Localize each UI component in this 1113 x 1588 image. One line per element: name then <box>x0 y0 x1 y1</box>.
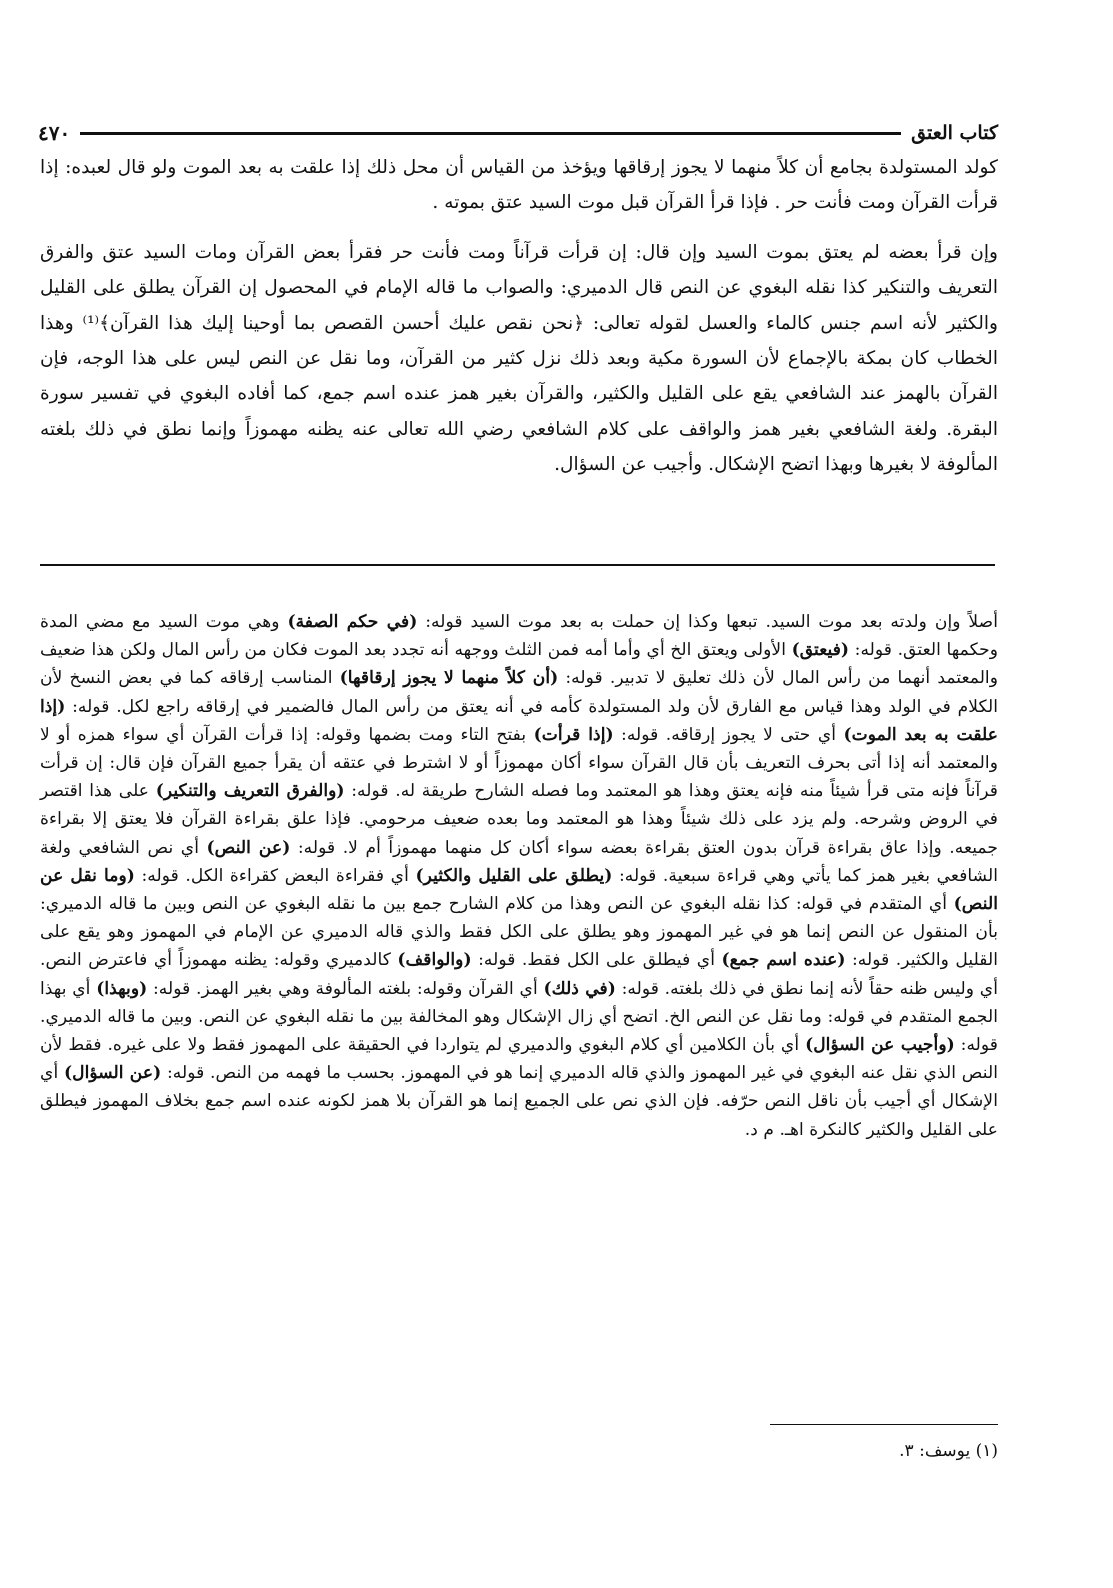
commentary-run: أي نص الشافعي ولغة الشافعي بغير همز كما يأتي وهي قراءة سبعية. قوله: <box>40 837 998 886</box>
commentary-lemma: (وبهذا) <box>96 978 148 999</box>
commentary-run: أي بأن الكلامين أي كلام البغوي والدميري لم يتواردا في الحقيقة على المهموز فقط ولا على غيره. فقط لأن النص الذي نقل عنه البغوي في غير المهموز والذي قاله الدميري إنما هو في المهموز. بحسب ما فهمه من النص. قوله: <box>40 1035 998 1084</box>
commentary-lemma: (يطلق على القليل والكثير) <box>415 865 613 886</box>
commentary-run: أي المتقدم في قوله: كذا نقله البغوي عن النص وهذا من كلام الشارح جمع بين ما نقله البغوي عن النص وبين ما قاله الدميري: بأن المنقول عن النص إنما هو في غير المهموز وهو يطلق على الكل فقط والذي قاله الدميري عن الإمام في المهموز وهو يقع على القليل والكثير. قوله: <box>40 894 999 971</box>
page-number: ٤٧٠ <box>38 121 71 145</box>
commentary-run: أي بهذا الجمع المتقدم في قوله: وما نقل عن النص الخ. اتضح أي زال الإشكال وهو المخالفة بين ما نقله البغوي عن النص. وبين ما قاله الدميري. قوله: <box>40 978 999 1056</box>
commentary-lemma: (إذا علقت به بعد الموت) <box>40 696 999 745</box>
commentary-lemma: (والفرق التعريف والتنكير) <box>155 781 345 802</box>
commentary-run: أي فقراءة البعض كقراءة الكل. قوله: <box>134 865 416 886</box>
commentary-run: وهي موت السيد مع مضي المدة وحكمها العتق. قوله: <box>40 612 998 661</box>
commentary-run: أي فيطلق على الكل فقط. قوله: <box>471 950 722 971</box>
commentary-run: المناسب إرقاقه كما في بعض النسخ لأن الكلام في الولد وهذا قياس مع الفارق لأن ولد المستولدة كأمه في أنه يعتق من رأس المال فالضمير في إرقاقه راجع لكل. قوله: <box>40 668 998 717</box>
commentary-lemma: (في حكم الصفة) <box>287 612 418 632</box>
page-header <box>38 118 998 148</box>
main-text <box>40 150 998 483</box>
book-title: كتاب العتق <box>911 122 998 144</box>
commentary-paragraph <box>40 608 998 1144</box>
commentary-run: أصلاً وإن ولدته بعد موت السيد. تبعها وكذا إن حملت به بعد موت السيد قوله: <box>417 612 998 632</box>
commentary-lemma: (والواقف) <box>397 950 472 971</box>
commentary-lemma: (عن السؤال) <box>63 1063 162 1084</box>
commentary-lemma: (عن النص) <box>206 837 291 858</box>
footnote-rule <box>770 1424 998 1425</box>
footnote <box>600 1438 998 1464</box>
commentary-text <box>40 608 998 1144</box>
commentary-run: بفتح التاء ومت بضمها وقوله: إذا قرأت القرآن أي سواء همزه أو لا والمعتمد أنه إذا أتى بحرف التعريف بأن قال القرآن سواء أكان مهموزاً أو لا اشترط في عتقه أن يقرأ جميع القرآن فإن قال: إن قرأت قرآناً فإنه متى قرأ شيئاً منه فإنه يعتق وهذا هو المعتمد وما فصله الشارح طريقة له. قوله: <box>40 724 999 802</box>
commentary-run: على هذا اقتصر في الروض وشرحه. ولم يزد على ذلك شيئاً وهذا هو المعتمد وما بعده ضعيف مرحومي. فإذا علق بقراءة القرآن فلا يعتق إلا بقراءة جميعه. وإذا عاق بقراءة قرآن بدون العتق بقراءة بعضه سواء أكان كل منهما مهموزاً أم لا. قوله: <box>40 781 998 858</box>
commentary-run: أي القرآن وقوله: بلغته المألوفة وهي بغير الهمز. قوله: <box>147 978 544 999</box>
footnote-text: (١) يوسف: ٣. <box>899 1441 998 1461</box>
section-divider <box>40 564 995 566</box>
commentary-lemma: (وما نقل عن النص) <box>40 865 998 915</box>
commentary-lemma: (عنده اسم جمع) <box>721 950 846 971</box>
main-paragraph: وإن قرأ بعضه لم يعتق بموت السيد وإن قال: إن قرأت قرآناً ومت فأنت حر فقرأ بعض القرآن ومات السيد عتق والفرق التعريف والتنكير كذا نقله البغوي عن النص قال الدميري: والصواب ما قاله الإمام في المحصول إن القرآن يطلق على القليل والكثير لأنه اسم جنس كالماء والعسل لقوله تعالى: ﴿نحن نقص عليك أحسن القصص بما أوحينا إليك هذا القرآن﴾⁽¹⁾ وهذا الخطاب كان بمكة بالإجماع لأن السورة مكية وبعد ذلك نزل كثير من القرآن، وما نقل عن النص ليس على هذا الوجه، فإن القرآن بالهمز عند الشافعي يقع على القليل والكثير، والقرآن بغير همز عنده اسم جمع، كما أفاده البغوي في تفسير سورة البقرة. ولغة الشافعي بغير همز والواقف على كلام الشافعي رضي الله تعالى عنه يظنه مهموزاً وإنما نطق في ذلك بلغته المألوفة لا بغيرها وبهذا اتضح الإشكال. وأجيب عن السؤال. <box>40 241 999 476</box>
commentary-run: الأولى ويعتق الخ أي وأما أمه فمن الثلث ووجهه أنه تجدد بعد الموت فكان من رأس المال ولكن هذا ضعيف والمعتمد أنهما من رأس المال لأن ذلك تعليق لا تدبير. قوله: <box>40 640 999 689</box>
main-paragraph: كولد المستولدة بجامع أن كلاً منهما لا يجوز إرقاقها ويؤخذ من القياس أن محل ذلك إذا علقت به بعد الموت ولو قال لعبده: إذا قرأت القرآن ومت فأنت حر . فإذا قرأ القرآن قبل موت السيد عتق بموته . <box>40 157 998 214</box>
commentary-lemma: (في ذلك) <box>543 978 616 999</box>
commentary-lemma: (فيعتق) <box>791 640 850 661</box>
commentary-lemma: (إذا قرأت) <box>533 724 614 745</box>
commentary-run: أي الإشكال أي أجيب بأن ناقل النص حرّفه. فإن الذي نص على الجميع إنما هو القرآن بلا همز لكونه عنده اسم جمع بخلاف المهموز فيطلق على القليل والكثير كالنكرة اهـ. م د. <box>40 1063 998 1140</box>
commentary-run: كالدميري وقوله: يظنه مهموزاً أي فاعترض النص. أي وليس ظنه حقاً لأنه إنما نطق في ذلك بلغته. قوله: <box>40 950 998 999</box>
commentary-lemma: (وأجيب عن السؤال) <box>805 1035 955 1056</box>
commentary-run: أي حتى لا يجوز إرقاقه. قوله: <box>613 724 844 745</box>
header-rule <box>80 132 901 135</box>
commentary-lemma: (أن كلاً منهما لا يجوز إرقاقها) <box>339 668 559 689</box>
